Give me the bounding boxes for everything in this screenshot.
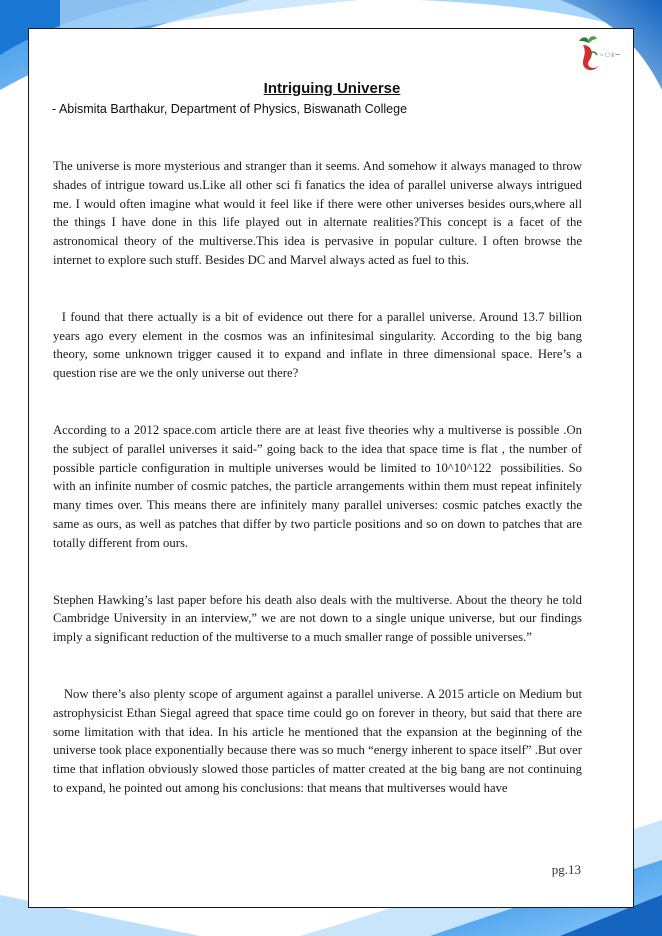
magazine-logo-icon <box>575 33 621 75</box>
article-title: Intriguing Universe <box>263 80 401 97</box>
svg-text:~ঃ~: ~ঃ~ <box>599 51 621 59</box>
author-line: - Abismita Barthakur, Department of Physics, Biswanath College <box>52 102 408 116</box>
page-frame <box>28 28 634 908</box>
paragraph: Stephen Hawking’s last paper before his death also deals with the multiverse. About the theory he told Cambridge University in an interview,” we are not down to a single unique universe, but our findings imply a significant reduction of the multiverse to a much smaller range of possible universes.” <box>53 592 582 645</box>
paragraph: I found that there actually is a bit of evidence out there for a parallel universe. Around 13.7 billion years ago every element in the cosmos was an infinitesimal singularity. According to the big bang theory, some unknown trigger caused it to expand and inflate in three dimensional space. Here’s a question rise are we the only universe out there? <box>53 309 582 381</box>
paragraph: The universe is more mysterious and stranger than it seems. And somehow it always managed to throw shades of intrigue toward us.Like all other sci fi fanatics the idea of parallel universe always intrigued me. I would often imagine what would it feel like if there were other universes besides ours,where all the things I have done in this life played out in alternate realities?This concept is a facet of the astronomical theory of the multiverse.This idea is pervasive in popular culture. I often browse the internet to explore such stuff. Besides DC and Marvel always acted as fuel to this. <box>53 159 582 267</box>
article-body <box>53 157 582 798</box>
page-number: pg.13 <box>551 862 581 877</box>
paragraph: Now there’s also plenty scope of argument against a parallel universe. A 2015 article on Medium but astrophysicist Ethan Siegal agreed that space time could go on forever in theory, but said that there are some limitation with that idea. In his article he mentioned that the expansion at the beginning of the universe took place exponentially because there was so much “energy inherent to space itself” .But over time that inflation obviously slowed those particles of matter created at the big bang are not continuing to expand, he pointed out among his conclusions: that means that multiverses would have <box>53 686 582 795</box>
paragraph: According to a 2012 space.com article there are at least five theories why a multiverse is possible .On the subject of parallel universes it said-” going back to the idea that space time is flat , the number of possible particle configuration in multiple universes would be limited to 10^10^122 possibilities. So with an infinite number of cosmic patches, the particle arrangements within them must repeat infinitely many times over. This means there are infinitely many parallel universes: cosmic patches exactly the same as ours, as well as patches that differ by two particle positions and so on down to patches that are totally different from ours. <box>53 422 582 550</box>
